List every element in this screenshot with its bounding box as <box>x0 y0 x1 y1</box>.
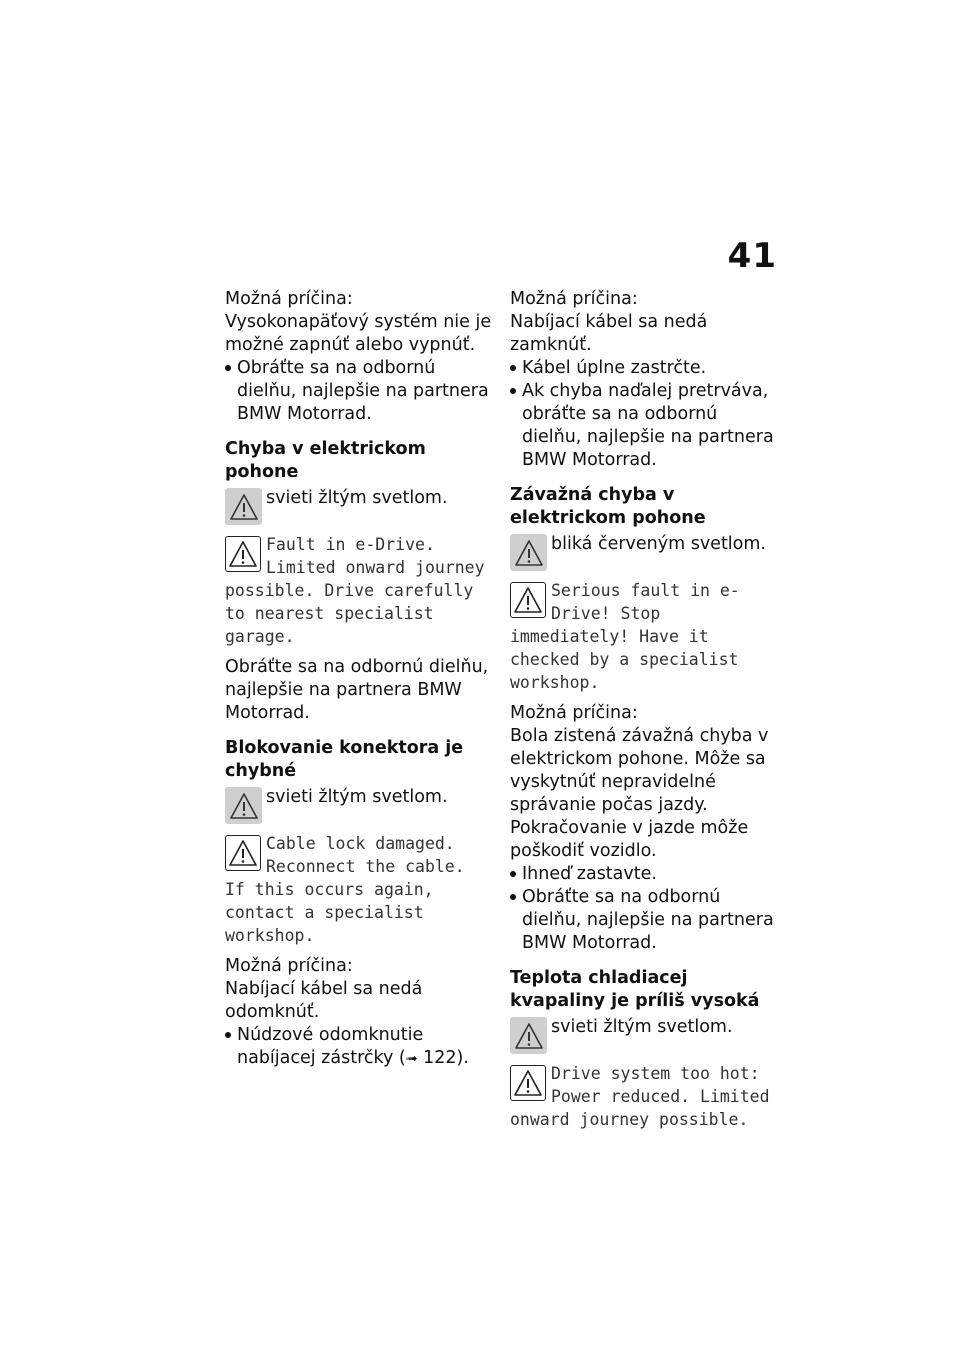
right-column <box>510 288 778 1131</box>
display-message-text: Cable lock damaged. Reconnect the cable. If this occurs again, contact a specialist workshop. <box>225 834 465 945</box>
warning-triangle-icon <box>225 488 262 525</box>
cause-text: Bola zistená závažná chyba v elektrickom pohone. Môže sa vyskytnúť nepravidelné správanie počas jazdy. Pokračovanie v jazde môže poškodiť vozidlo. <box>510 726 769 861</box>
display-message-text: Fault in e-Drive. Limited onward journey possible. Drive carefully to nearest specialist garage. <box>225 535 485 646</box>
display-message <box>225 832 493 947</box>
arrow-right-icon: ➟ <box>405 1051 418 1067</box>
action-bullet: Ihneď zastavte. <box>510 863 778 886</box>
cause-text: Nabíjací kábel sa nedá zamknúť. <box>510 312 708 355</box>
warning-triangle-outline-icon <box>510 582 546 618</box>
section-title-serious-fault: Závažná chyba v elektrickom pohone <box>510 485 706 528</box>
warning-triangle-outline-icon <box>225 835 261 871</box>
warning-triangle-outline-icon <box>225 536 261 572</box>
page-number: 41 <box>727 236 777 276</box>
left-column <box>225 288 493 1071</box>
display-message-text: Serious fault in e-Drive! Stop immediately! Have it checked by a specialist workshop. <box>510 581 740 692</box>
bullet-text: Núdzové odomknutie nabíjacej zástrčky ( <box>237 1025 424 1068</box>
indicator-row <box>225 785 493 824</box>
indicator-text: svieti žltým svetlom. <box>266 787 448 807</box>
warning-triangle-icon <box>510 534 547 571</box>
indicator-text: bliká červeným svetlom. <box>551 534 766 554</box>
warning-triangle-outline-icon <box>510 1065 546 1101</box>
action-bullet: Ak chyba naďalej pretrváva, obráťte sa na odbornú dielňu, najlepšie na partnera BMW Motorrad. <box>510 380 778 472</box>
cause-text: Vysokonapäťový systém nie je možné zapnúť alebo vypnúť. <box>225 312 492 355</box>
indicator-text: svieti žltým svetlom. <box>551 1017 733 1037</box>
bullet-text-end: ). <box>456 1048 469 1068</box>
indicator-row <box>510 1015 778 1054</box>
action-bullet <box>225 1024 493 1071</box>
cause-label: Možná príčina: <box>225 956 353 976</box>
cause-label: Možná príčina: <box>225 289 353 309</box>
action-bullet: Kábel úplne zastrčte. <box>510 357 778 380</box>
action-bullet: Obráťte sa na odbornú dielňu, najlepšie na partnera BMW Motorrad. <box>225 357 493 426</box>
display-message <box>510 1062 778 1131</box>
action-bullet: Obráťte sa na odbornú dielňu, najlepšie na partnera BMW Motorrad. <box>510 886 778 955</box>
section-title-coolant-temperature: Teplota chladiacej kvapaliny je príliš vysoká <box>510 968 760 1011</box>
cause-text: Nabíjací kábel sa nedá odomknúť. <box>225 979 423 1022</box>
warning-triangle-icon <box>225 787 262 824</box>
section-title-connector-lock: Blokovanie konektora je chybné <box>225 738 464 781</box>
action-text: Obráťte sa na odbornú dielňu, najlepšie na partnera BMW Motorrad. <box>225 657 489 723</box>
indicator-row <box>225 486 493 525</box>
display-message-text: Drive system too hot: Power reduced. Limited onward journey possible. <box>510 1064 770 1129</box>
section-title-edrive-fault: Chyba v elektrickom pohone <box>225 439 426 482</box>
page-reference[interactable]: 122 <box>423 1048 457 1068</box>
cause-label: Možná príčina: <box>510 289 638 309</box>
indicator-row <box>510 532 778 571</box>
display-message <box>225 533 493 648</box>
indicator-text: svieti žltým svetlom. <box>266 488 448 508</box>
cause-label: Možná príčina: <box>510 703 638 723</box>
warning-triangle-icon <box>510 1017 547 1054</box>
display-message <box>510 579 778 694</box>
